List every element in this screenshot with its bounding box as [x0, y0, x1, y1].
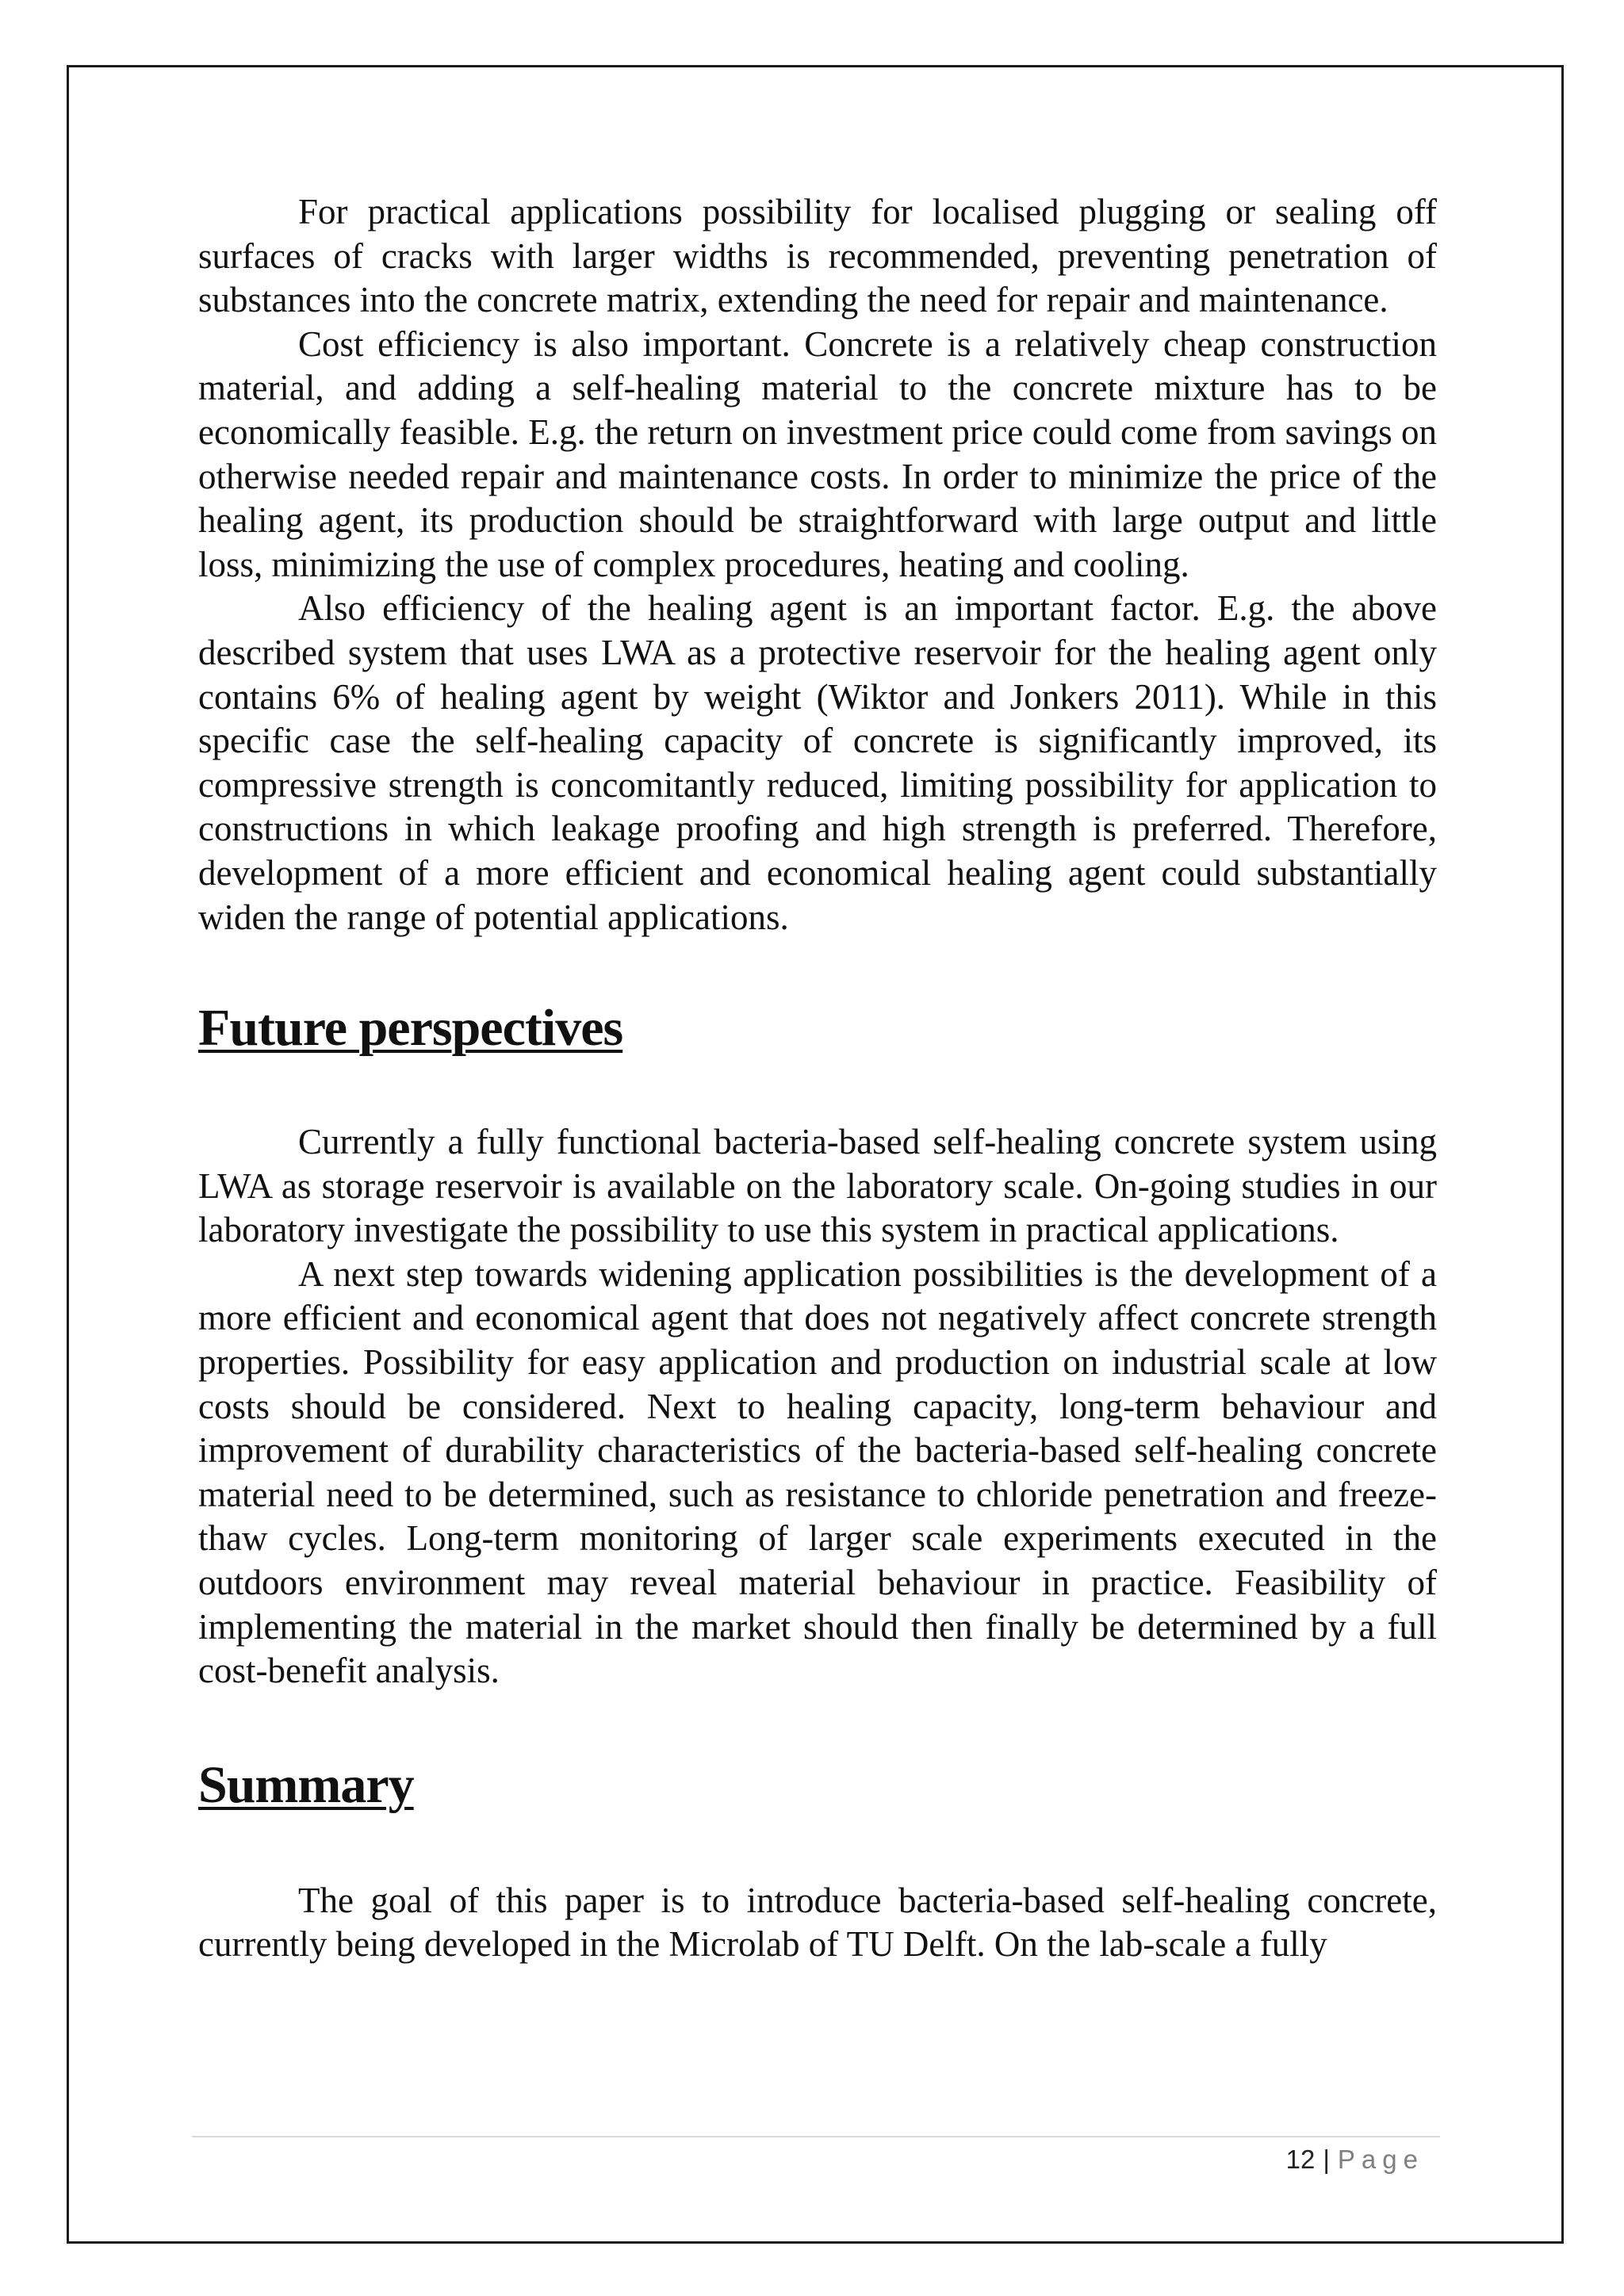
body-paragraph: Currently a fully functional bacteria-based self-healing concrete system using LWA as storage reservoir is available on the laboratory scale. On-going studies in our laboratory investigate the possibility to use this system in practical applications. — [198, 1122, 1437, 1250]
body-paragraph: The goal of this paper is to introduce bacteria-based self-healing concrete, currently being developed in the Microlab of TU Delft. On the lab-scale a fully — [198, 1880, 1437, 1965]
footer-divider — [192, 2136, 1440, 2137]
section-heading-future-perspectives: Future perspectives — [198, 999, 623, 1058]
page-footer — [1286, 2142, 1424, 2177]
body-paragraph: Cost efficiency is also important. Concrete is a relatively cheap construction material, and adding a self-healing material to the concrete mixture has to be economically feasible. E.g. the return on investment price could come from savings on otherwise needed repair and maintenance costs. In order to minimize the price of the healing agent, its production should be straightforward with large output and little loss, minimizing the use of complex procedures, heating and cooling. — [198, 323, 1437, 584]
page-number: 12 — [1285, 2145, 1316, 2174]
page-label: Page — [1337, 2145, 1424, 2174]
body-paragraph: Also efficiency of the healing agent is an important factor. E.g. the above described system that uses LWA as a protective reservoir for the healing agent only contains 6% of healing agent by weight (Wiktor and Jonkers 2011). While in this specific case the self-healing capacity of concrete is significantly improved, its compressive strength is concomitantly reduced, limiting possibility for application to constructions in which leakage proofing and high strength is preferred. Therefore, development of a more efficient and economical healing agent could substantially widen the range of potential applications. — [198, 588, 1437, 937]
section-heading-summary: Summary — [198, 1755, 414, 1814]
body-paragraph: A next step towards widening application possibilities is the development of a more efficient and economical agent that does not negatively affect concrete strength properties. Possibility for easy application and production on industrial scale at low costs should be considered. Next to healing capacity, long-term behaviour and improvement of durability characteristics of the bacteria-based self-healing concrete material need to be determined, such as resistance to chloride penetration and freeze-thaw cycles. Long-term monitoring of larger scale experiments executed in the outdoors environment may reveal material behaviour in practice. Feasibility of implementing the material in the market should then finally be determined by a full cost-benefit analysis. — [198, 1253, 1437, 1691]
body-paragraph: For practical applications possibility for localised plugging or sealing off surfaces of cracks with larger widths is recommended, preventing penetration of substances into the concrete matrix, extending the need for repair and maintenance. — [198, 192, 1437, 320]
document-body — [198, 190, 1437, 1967]
footer-separator: | — [1323, 2145, 1330, 2174]
